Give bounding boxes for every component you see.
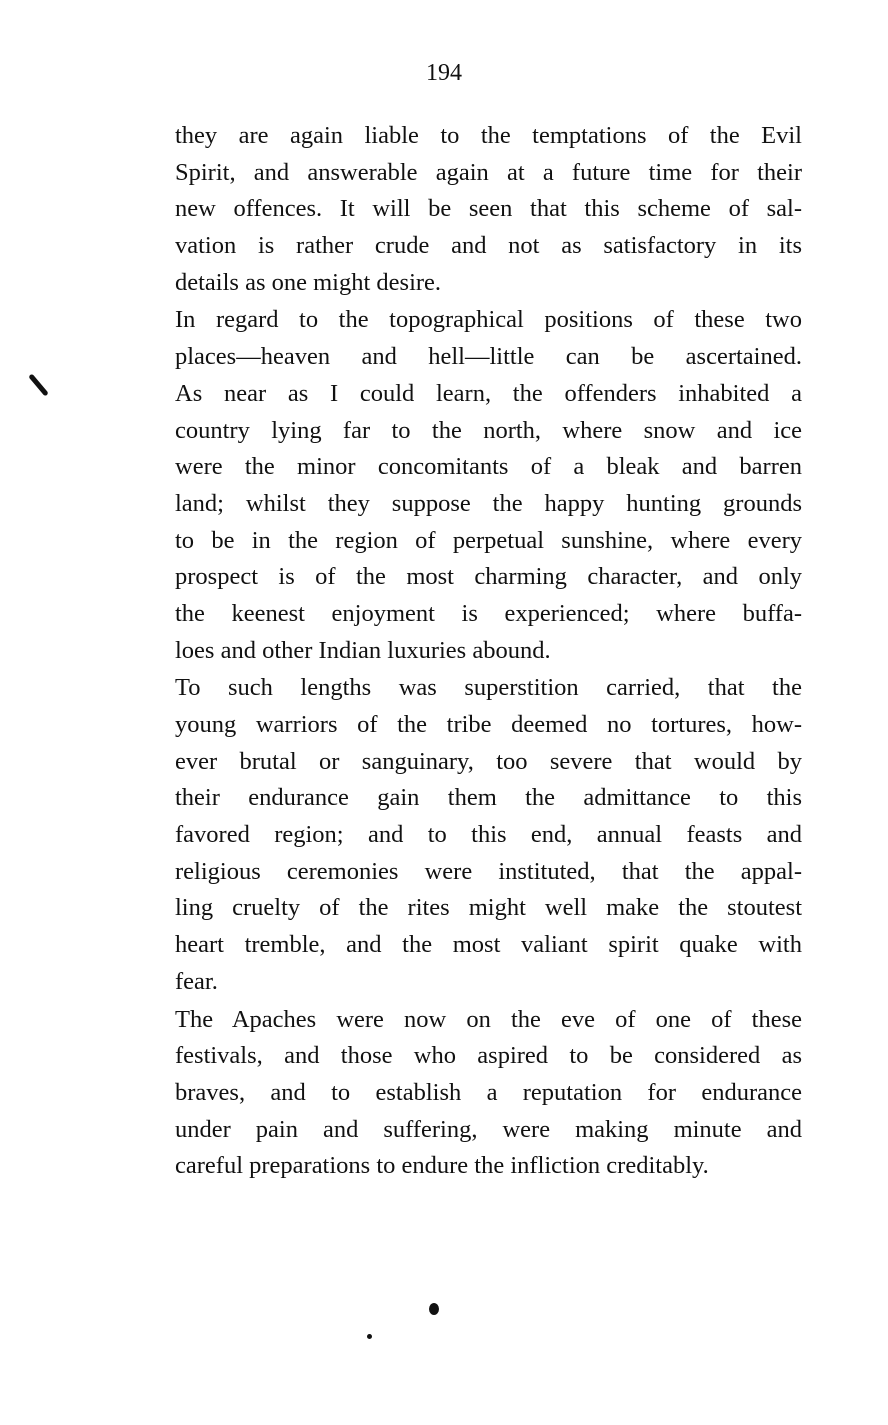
paragraph bbox=[175, 670, 802, 1000]
text-line: loes and other Indian luxuries abound. bbox=[175, 636, 551, 664]
text-line: prospect is of the most charming character, and only bbox=[175, 563, 802, 591]
ink-speck bbox=[367, 1334, 372, 1339]
text-line: ling cruelty of the rites might well make the stoutest bbox=[175, 894, 802, 922]
text-line: to be in the region of perpetual sunshine, where every bbox=[175, 526, 802, 554]
text-line: The Apaches were now on the eve of one of these bbox=[175, 1005, 802, 1033]
text-line: land; whilst they suppose the happy hunting grounds bbox=[175, 489, 802, 517]
paragraph bbox=[175, 302, 802, 669]
text-line: To such lengths was superstition carried, that the bbox=[175, 674, 802, 702]
text-line: religious ceremonies were instituted, that the appal- bbox=[175, 857, 802, 885]
text-line: places—heaven and hell—little can be ascertained. bbox=[175, 343, 802, 371]
text-line: vation is rather crude and not as satisfactory in its bbox=[175, 232, 802, 260]
paragraph bbox=[175, 118, 802, 301]
text-line: In regard to the topographical positions of these two bbox=[175, 306, 802, 334]
text-line: As near as I could learn, the offenders inhabited a bbox=[175, 379, 802, 407]
ink-speck bbox=[28, 373, 49, 396]
text-line: careful preparations to endure the infliction creditably. bbox=[175, 1152, 709, 1180]
text-line: Spirit, and answerable again at a future time for their bbox=[175, 158, 802, 186]
text-line: fear. bbox=[175, 967, 218, 995]
text-line: favored region; and to this end, annual feasts and bbox=[175, 821, 802, 849]
paragraph bbox=[175, 1002, 802, 1185]
text-line: heart tremble, and the most valiant spirit quake with bbox=[175, 931, 802, 959]
text-line: their endurance gain them the admittance to this bbox=[175, 784, 802, 812]
text-line: the keenest enjoyment is experienced; where buffa- bbox=[175, 599, 802, 627]
text-line: were the minor concomitants of a bleak and barren bbox=[175, 453, 802, 481]
body-text bbox=[175, 118, 802, 1186]
page-number: 194 bbox=[426, 60, 462, 86]
text-line: under pain and suffering, were making minute and bbox=[175, 1115, 802, 1143]
ink-speck bbox=[429, 1303, 439, 1315]
text-line: festivals, and those who aspired to be considered as bbox=[175, 1042, 802, 1070]
text-line: ever brutal or sanguinary, too severe that would by bbox=[175, 747, 802, 775]
text-line: details as one might desire. bbox=[175, 268, 442, 296]
text-line: new offences. It will be seen that this scheme of sal- bbox=[175, 195, 802, 223]
text-line: braves, and to establish a reputation for endurance bbox=[175, 1078, 802, 1106]
text-line: country lying far to the north, where snow and ice bbox=[175, 416, 802, 444]
text-line: they are again liable to the temptations of the Evil bbox=[175, 122, 802, 149]
text-line: young warriors of the tribe deemed no tortures, how- bbox=[175, 711, 802, 738]
